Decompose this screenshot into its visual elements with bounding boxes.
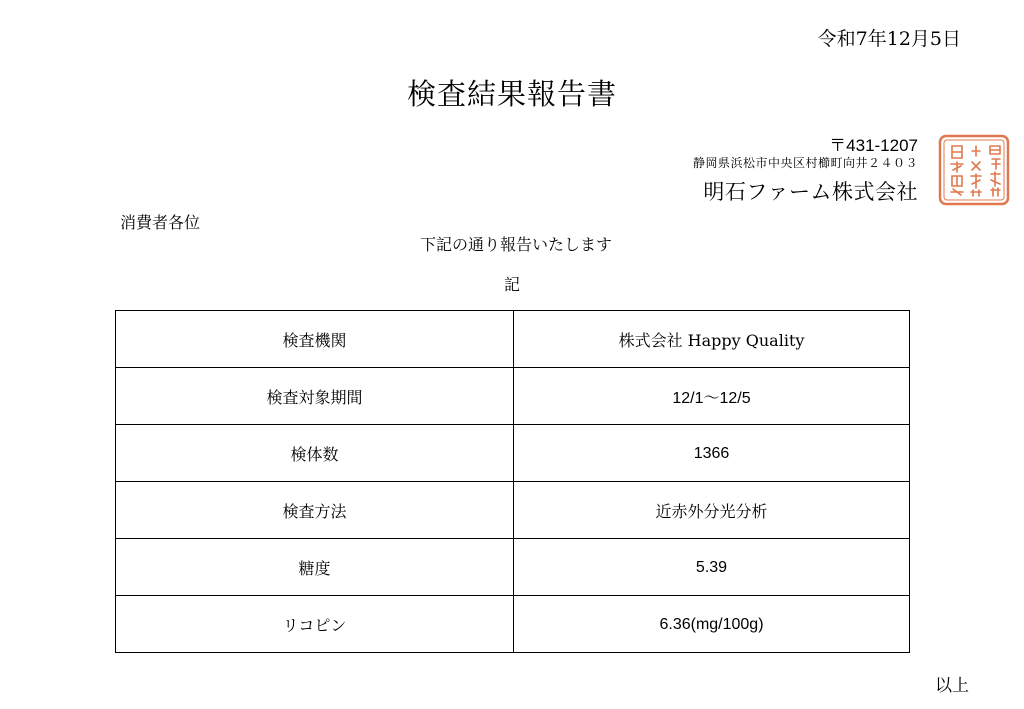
row-value — [514, 482, 910, 539]
row-label: 検査対象期間 — [116, 368, 514, 425]
row-label: 糖度 — [116, 539, 514, 596]
company-seal-icon — [938, 134, 1010, 206]
row-value-text: 5.39 — [695, 559, 728, 576]
company-seal — [938, 134, 1010, 206]
document-title: 検査結果報告書 — [406, 77, 617, 111]
table-row — [116, 482, 910, 539]
sender-company: 明石ファーム株式会社 — [703, 180, 918, 204]
row-label: リコピン — [116, 596, 514, 653]
row-value — [514, 425, 910, 482]
row-value-text: 12/1～12/5 — [672, 389, 751, 407]
row-value — [514, 596, 910, 653]
closing-text: 以上 — [935, 676, 969, 696]
ki-heading: 記 — [503, 275, 520, 294]
table-row — [116, 425, 910, 482]
intro-text: 下記の通り報告いたします — [419, 235, 612, 254]
table-row — [116, 311, 910, 368]
row-value — [514, 368, 910, 425]
row-value-text: 株式会社 Happy Quality — [618, 330, 805, 350]
row-label: 検査方法 — [116, 482, 514, 539]
results-table — [115, 310, 910, 653]
row-value-text: 1366 — [693, 445, 730, 462]
row-label: 検体数 — [116, 425, 514, 482]
table-row — [116, 539, 910, 596]
report-date: 令和7年12月5日 — [817, 28, 961, 50]
postal-code: 〒431-1207 — [829, 136, 918, 155]
table-row — [116, 368, 910, 425]
recipient: 消費者各位 — [120, 213, 201, 232]
row-value-text: 6.36(mg/100g) — [659, 616, 764, 633]
row-value — [514, 311, 910, 368]
row-label: 検査機関 — [116, 311, 514, 368]
sender-address: 静岡県浜松市中央区村櫛町向井２４０３ — [692, 156, 918, 170]
row-value-text: 近赤外分光分析 — [655, 501, 768, 521]
table-row — [116, 596, 910, 653]
row-value — [514, 539, 910, 596]
